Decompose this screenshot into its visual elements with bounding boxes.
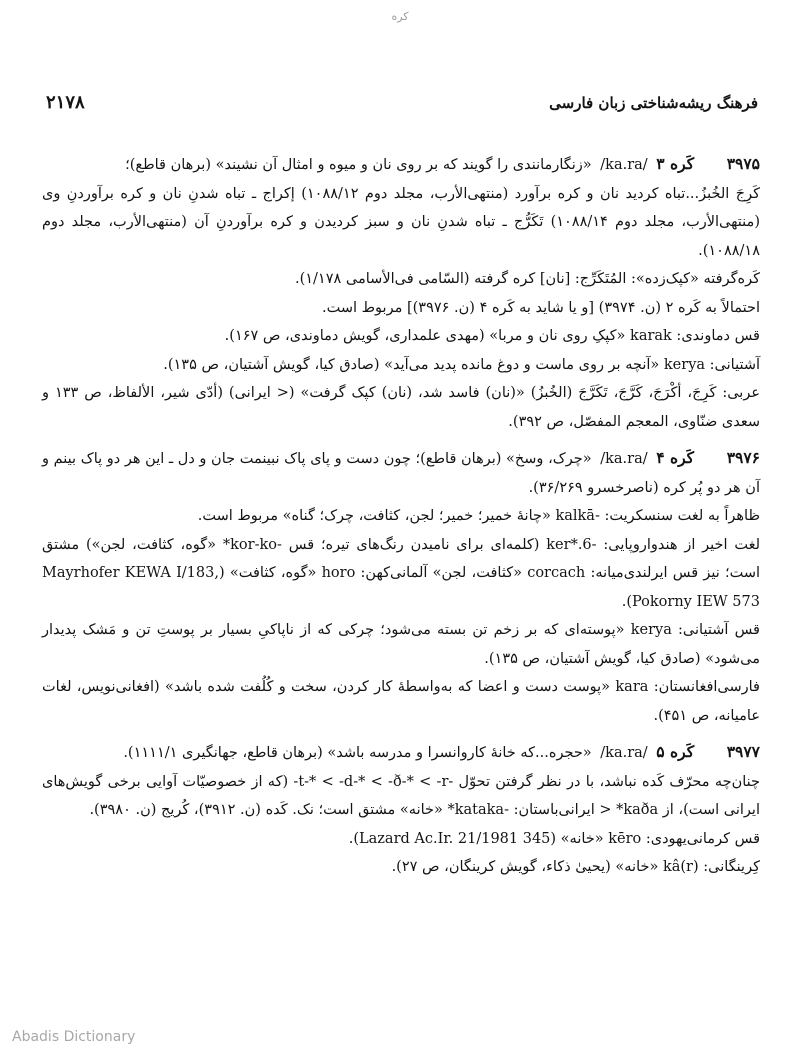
- definition: «حجره...که خانهٔ کاروانسرا و مدرسه باشد» (برهان قاطع، جهانگیری ۱۱۱۱/۱).: [123, 745, 592, 761]
- entry-paragraph: چنان‌چه محرّف کَده نباشد، با در نظر گرفتن تحوّل -t-* < -d-* < -ð-* < -r- (که از خصوصیّات آوایی برخی گویش‌های ایرانی است)، از kaða* < ایرانی‌باستان: -kataka* «خانه» مشتق است؛ نک. کَده (ن. ۳۹۱۲)، کُریج (ن. ۳۹۸۰).: [42, 773, 760, 818]
- running-header: [46, 92, 758, 118]
- headword: کَره ۳: [656, 154, 695, 173]
- entry-3977: [42, 738, 760, 882]
- entry-paragraph: قس دماوندی: karak «کپکِ روی نان و مربا» (مهدی علمداری، گویش دماوندی، ص ۱۶۷).: [224, 328, 760, 344]
- definition: «چرک، وسخ» (برهان قاطع)؛ چون دست و پای پاک نبینمت جان و دل ـ این هر دو پاک بینم و آن هر دو پُر کره (ناصرخسرو ۳۶/۲۶۹).: [42, 451, 760, 496]
- entry-paragraph: قس کرمانی‌یهودی: kēro «خانه» (Lazard Ac.Ir. 21/1981 345).: [348, 830, 760, 847]
- entry-paragraph: لغت اخیر از هندواروپایی: -6.*ker (کلمه‌ای برای نامیدن رنگ‌های تیره؛ قس -kor-ko* «گوه، کثافت، لجن») مشتق است؛ نیز قس ایرلندی‌میانه: corcach «کثافت، لجن» آلمانی‌کهن: horo «گوه، کثافت» (Mayrhofer KEWA I/183, Pokorny IEW 573).: [42, 536, 761, 610]
- entry-number: ۳۹۷۶: [726, 448, 761, 467]
- page-number: ۲۱۷۸: [46, 92, 85, 113]
- entry-paragraph: ظاهراً به لغت سنسکریت: -kalkā «چانهٔ خمیر؛ خمیر؛ لجن، کثافت، چرک؛ گناه» مربوط است.: [197, 508, 760, 524]
- pronunciation: /ka.ra/: [600, 157, 648, 173]
- dictionary-body: [42, 150, 760, 882]
- entry-paragraph: فارسی‌افغانستان: kara «پوست دست و اعضا که به‌واسطهٔ کار کردن، سخت و کُلُفت شده باشد» (افغانی‌نویس، لغات عامیانه، ص ۴۵۱).: [42, 679, 760, 724]
- entry-paragraph: احتمالاً به کَره ۲ (ن. ۳۹۷۴) [و یا شاید به کَره ۴ (ن. ۳۹۷۶)] مربوط است.: [322, 299, 760, 316]
- pronunciation: /ka.ra/: [600, 745, 648, 761]
- entry-paragraph: کَره‌گرفته «کپک‌زده»: المُتَکَرِّج: [نان] کره گرفته (السّامی فی‌الأسامی ۱/۱۷۸).: [294, 271, 760, 287]
- entry-head: [42, 444, 760, 502]
- book-title: فرهنگ ریشه‌شناختی زبان فارسی: [549, 94, 758, 112]
- entry-number: ۳۹۷۷: [726, 742, 760, 761]
- headword: کَره ۴: [656, 448, 695, 467]
- entry-3976: [42, 444, 760, 730]
- headword: کَره ۵: [656, 742, 695, 761]
- definition: «زنگارمانندی را گویند که بر روی نان و میوه و امثال آن نشیند» (برهان قاطع)؛: [125, 157, 592, 173]
- entry-paragraph: عربی: کَرِجَ، أکْرَجَ، کَرَّجَ، تَکَرَّجَ (الخُبزُ) «(نان) فاسد شد، (نان) کپک گرفت» (< ایرانی) (أدّی شیر، الألفاظ، ص ۱۳۳ و سعدی ضنّاوی، المعجم المفصّل، ص ۳۹۲).: [42, 385, 760, 430]
- page-top-label: کره: [391, 10, 409, 23]
- pronunciation: /ka.ra/: [600, 451, 648, 467]
- entry-paragraph: کَرِجَ الخُبزُ...تباه کردید نان و کره برآورد (منتهی‌الأرب، مجلد دوم ۱۰۸۸/۱۲) إکراج ـ تباه شدنِ نان و کره برآوردنِ وی (منتهی‌الأرب، مجلد دوم ۱۰۸۸/۱۴) تَکَرُّج ـ تباه شدنِ نان و سبز کردیدن و کره برآوردنِ آن (منتهی‌الأرب، مجلد دوم ۱۰۸۸/۱۸).: [42, 185, 760, 259]
- entry-paragraph: قس آشتیانی: kerya «پوسته‌ای که بر زخم تن بسته می‌شود؛ چرکی که از ناپاکیِ بسیار بر پوستِ تن و مَشک پدیدار می‌شود» (صادق کیا، گویش آشتیان، ص ۱۳۵).: [42, 622, 760, 667]
- entry-paragraph: آشتیانی: kerya «آنچه بر روی ماست و دوغ مانده پدید می‌آید» (صادق کیا، گویش آشتیان، ص ۱۳۵).: [163, 356, 760, 373]
- entry-3975: [42, 150, 760, 436]
- entry-head: [42, 738, 760, 768]
- entry-head: [42, 150, 760, 180]
- watermark-logo: Abadis Dictionary: [12, 1029, 136, 1045]
- entry-number: ۳۹۷۵: [726, 154, 760, 173]
- entry-paragraph: کِرینگانی: kâ(r) «خانه» (یحییٰ ذکاء، گویش کرینگان، ص ۲۷).: [391, 859, 760, 875]
